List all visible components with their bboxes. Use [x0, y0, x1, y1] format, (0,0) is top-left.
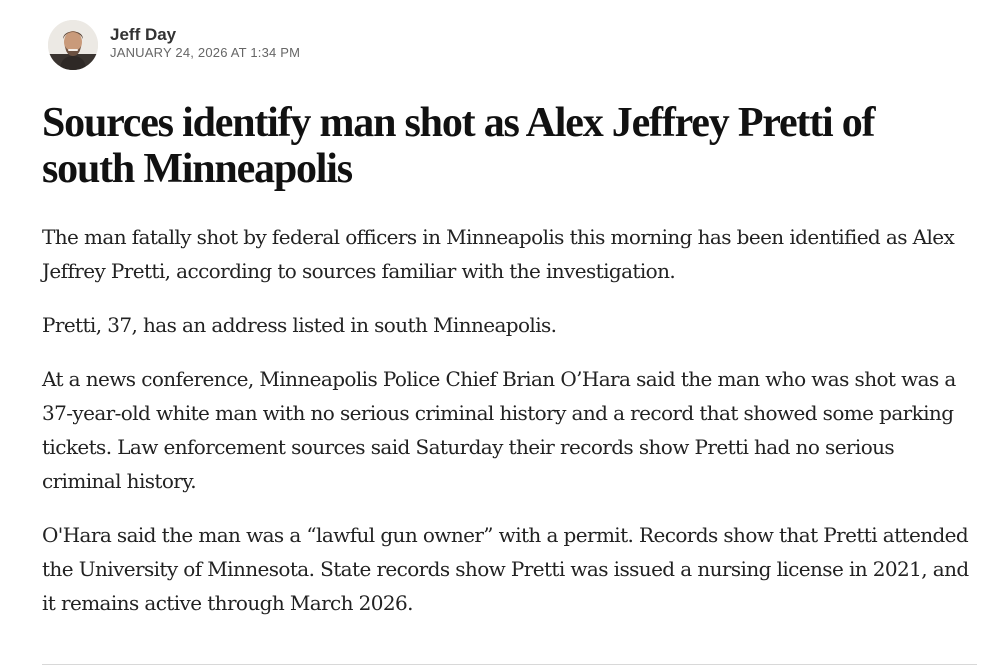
author-avatar[interactable] — [48, 20, 98, 70]
byline-text — [110, 25, 300, 61]
article-paragraph: At a news conference, Minneapolis Police Chief Brian O’Hara said the man who was shot was a 37-year-old white man with no serious criminal history and a record that showed some parking tickets. Law enforcement sources said Saturday their records show Pretti had no serious criminal history. — [42, 367, 956, 493]
byline — [48, 20, 300, 70]
article-paragraph: The man fatally shot by federal officers in Minneapolis this morning has been identified as Alex Jeffrey Pretti, according to sources familiar with the investigation. — [42, 225, 955, 283]
section-divider — [42, 664, 977, 665]
author-name[interactable]: Jeff Day — [110, 25, 177, 44]
article-paragraph: Pretti, 37, has an address listed in south Minneapolis. — [42, 313, 557, 337]
publish-timestamp: JANUARY 24, 2026 AT 1:34 PM — [110, 45, 301, 60]
article-paragraph: O'Hara said the man was a “lawful gun owner” with a permit. Records show that Pretti attended the University of Minnesota. State records show Pretti was issued a nursing license in 2021, and it remains active through March 2026. — [42, 523, 969, 615]
article-body — [42, 220, 977, 640]
article-headline: Sources identify man shot as Alex Jeffrey Pretti of south Minneapolis — [42, 100, 875, 192]
author-avatar-icon — [48, 20, 98, 70]
